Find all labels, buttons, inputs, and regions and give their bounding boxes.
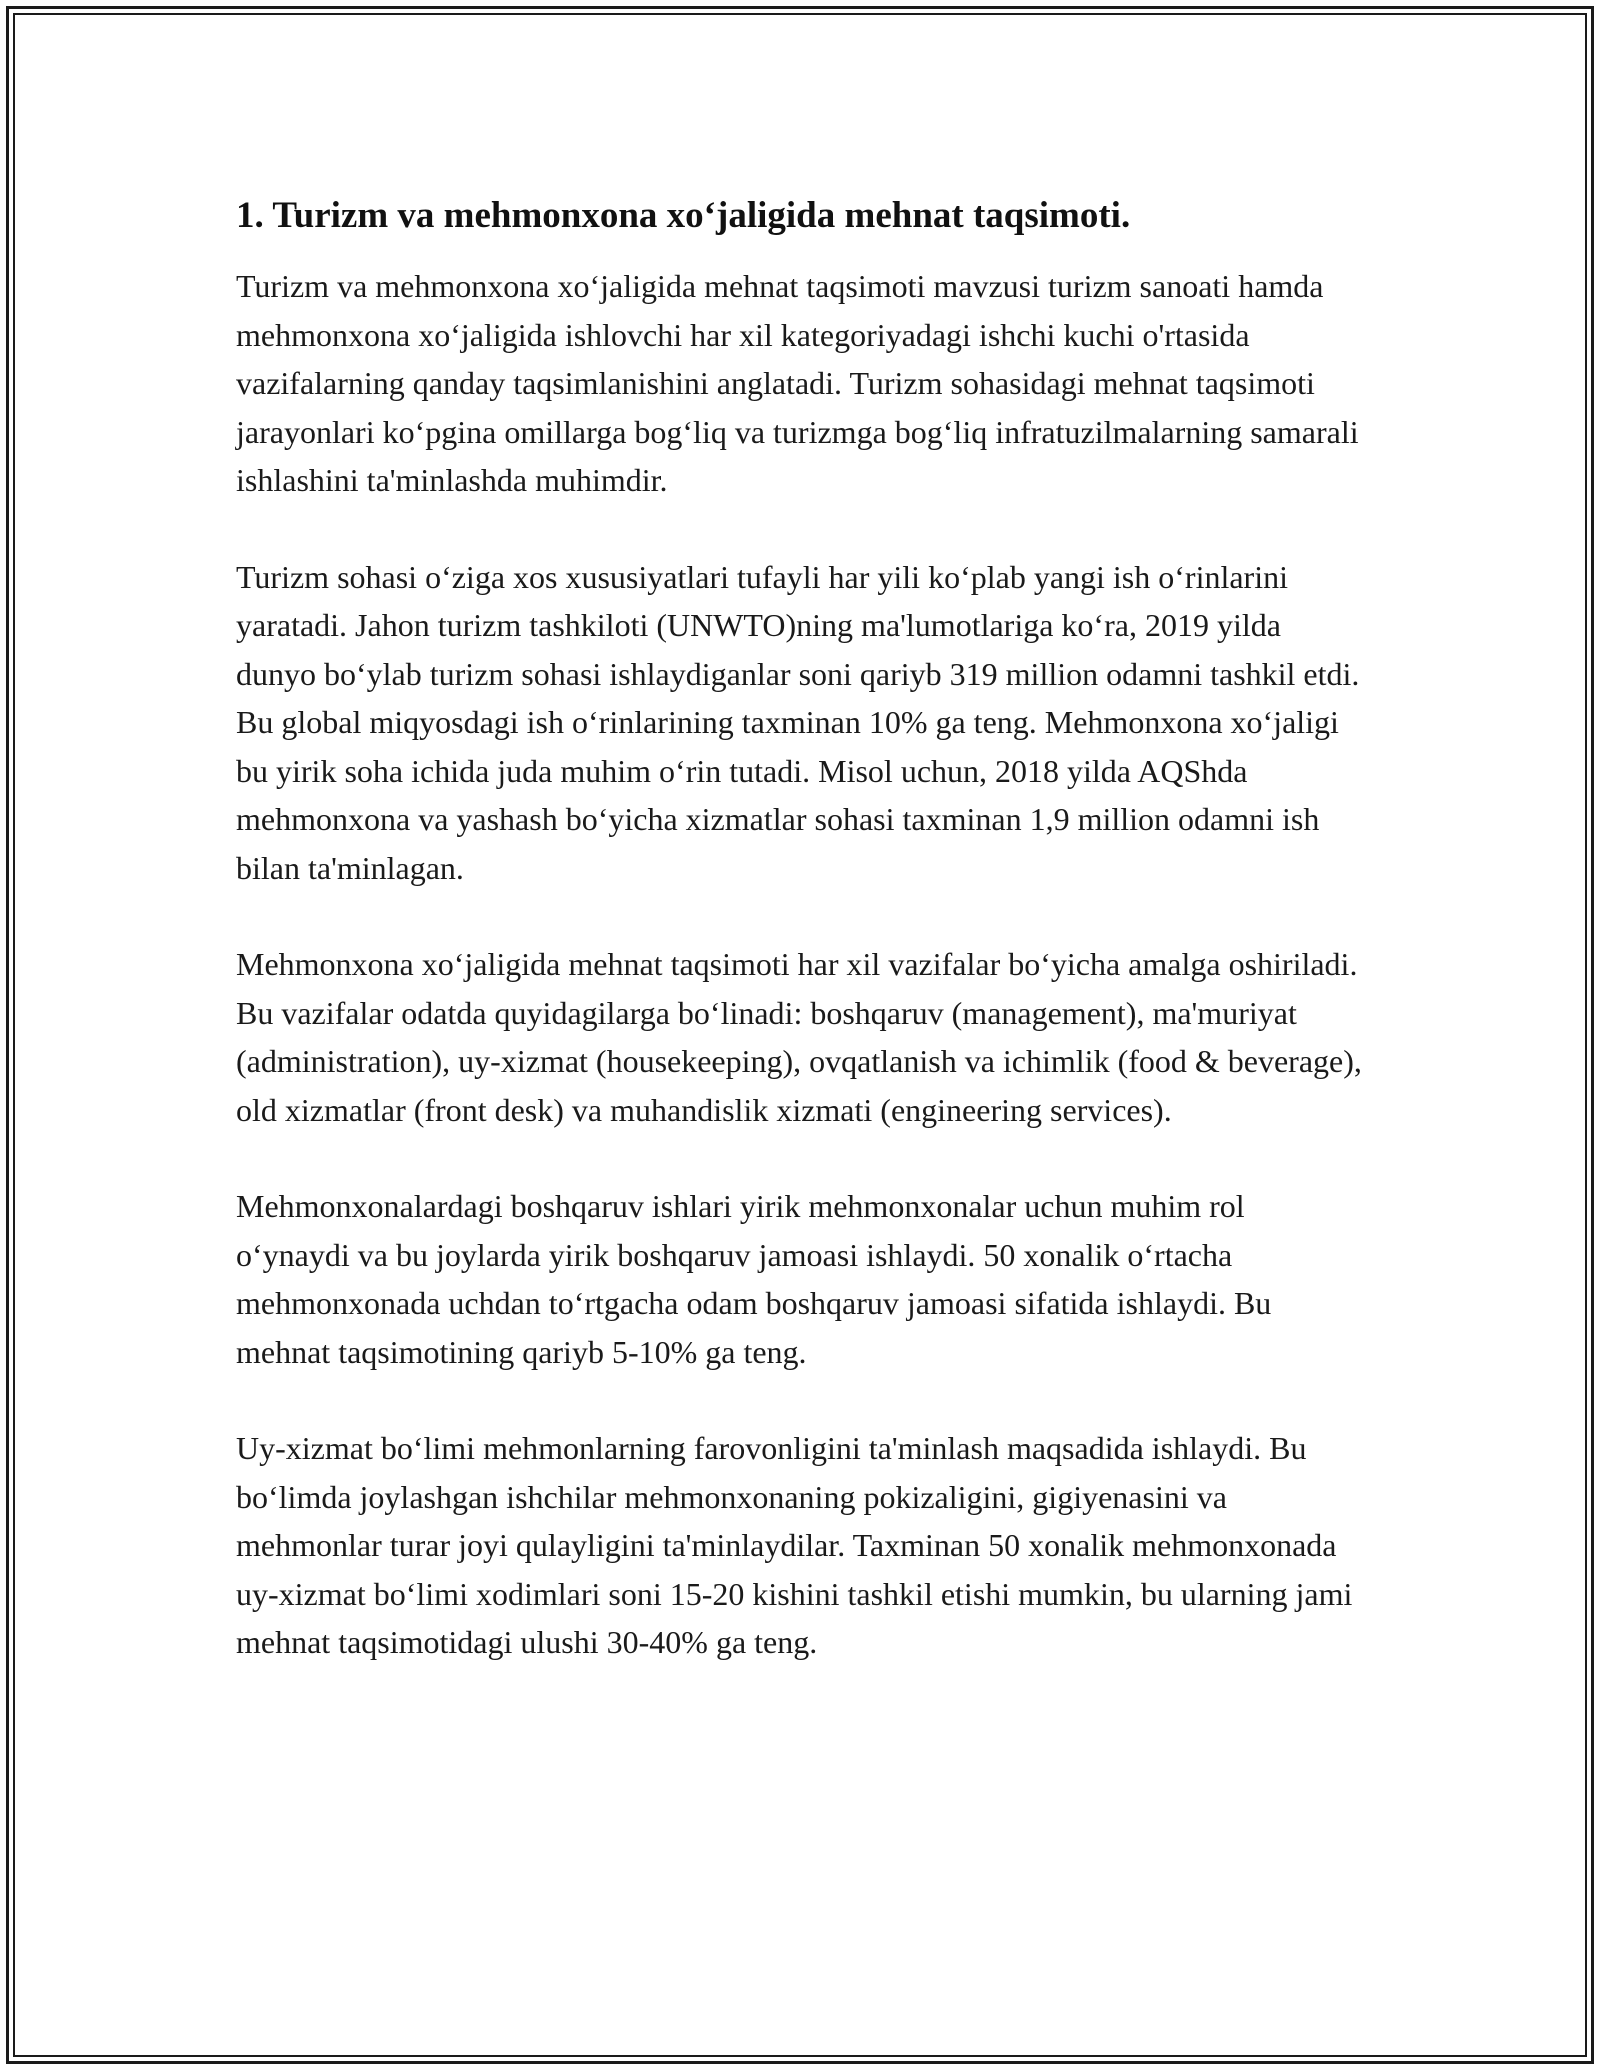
paragraph-management: Mehmonxonalardagi boshqaruv ishlari yirik mehmonxonalar uchun muhim rol o‘ynaydi va bu joylarda yirik boshqaruv jamoasi ishlaydi. 50 xonalik o‘rtacha mehmonxonada uchdan to‘rtgacha odam boshqaruv jamoasi sifatida ishlaydi. Bu mehnat taqsimotining qariyb 5-10% ga teng. — [236, 1188, 1272, 1370]
document-body — [236, 188, 1366, 1715]
section-heading: 1. Turizm va mehmonxona xo‘jaligida mehnat taqsimoti. — [236, 195, 1131, 236]
paragraph-housekeeping: Uy-xizmat bo‘limi mehmonlarning farovonligini ta'minlash maqsadida ishlaydi. Bu bo‘limda joylashgan ishchilar mehmonxonaning pokizaligini, gigiyenasini va mehmonlar turar joyi qulayligini ta'minlaydilar. Taxminan 50 xonalik mehmonxonada uy-xizmat bo‘limi xodimlari soni 15-20 kishini tashkil etishi mumkin, bu ularning jami mehnat taqsimotidagi ulushi 30-40% ga teng. — [236, 1430, 1353, 1660]
paragraph-employment-statistics: Turizm sohasi o‘ziga xos xususiyatlari tufayli har yili ko‘plab yangi ish o‘rinlarini yaratadi. Jahon turizm tashkiloti (UNWTO)ning ma'lumotlariga ko‘ra, 2019 yilda dunyo bo‘ylab turizm sohasi ishlaydiganlar soni qariyb 319 million odamni tashkil etdi. Bu global miqyosdagi ish o‘rinlarining taxminan 10% ga teng. Mehmonxona xo‘jaligi bu yirik soha ichida juda muhim o‘rin tutadi. Misol uchun, 2018 yilda AQShda mehmonxona va yashash bo‘yicha xizmatlar sohasi taxminan 1,9 million odamni ish bilan ta'minlagan. — [236, 558, 1360, 886]
paragraph-intro: Turizm va mehmonxona xo‘jaligida mehnat taqsimoti mavzusi turizm sanoati hamda mehmonxona xo‘jaligida ishlovchi har xil kategoriyadagi ishchi kuchi o'rtasida vazifalarning qanday taqsimlanishini anglatadi. Turizm sohasidagi mehnat taqsimoti jarayonlari ko‘pgina omillarga bog‘liq va turizmga bog‘liq infratuzilmalarning samarali ishlashini ta'minlashda muhimdir. — [236, 268, 1359, 498]
paragraph-hotel-departments: Mehmonxona xo‘jaligida mehnat taqsimoti har xil vazifalar bo‘yicha amalga oshiriladi. Bu vazifalar odatda quyidagilarga bo‘linadi: boshqaruv (management), ma'muriyat (administration), uy-xizmat (housekeeping), ovqatlanish va ichimlik (food & beverage), old xizmatlar (front desk) va muhandislik xizmati (engineering services). — [236, 946, 1362, 1128]
